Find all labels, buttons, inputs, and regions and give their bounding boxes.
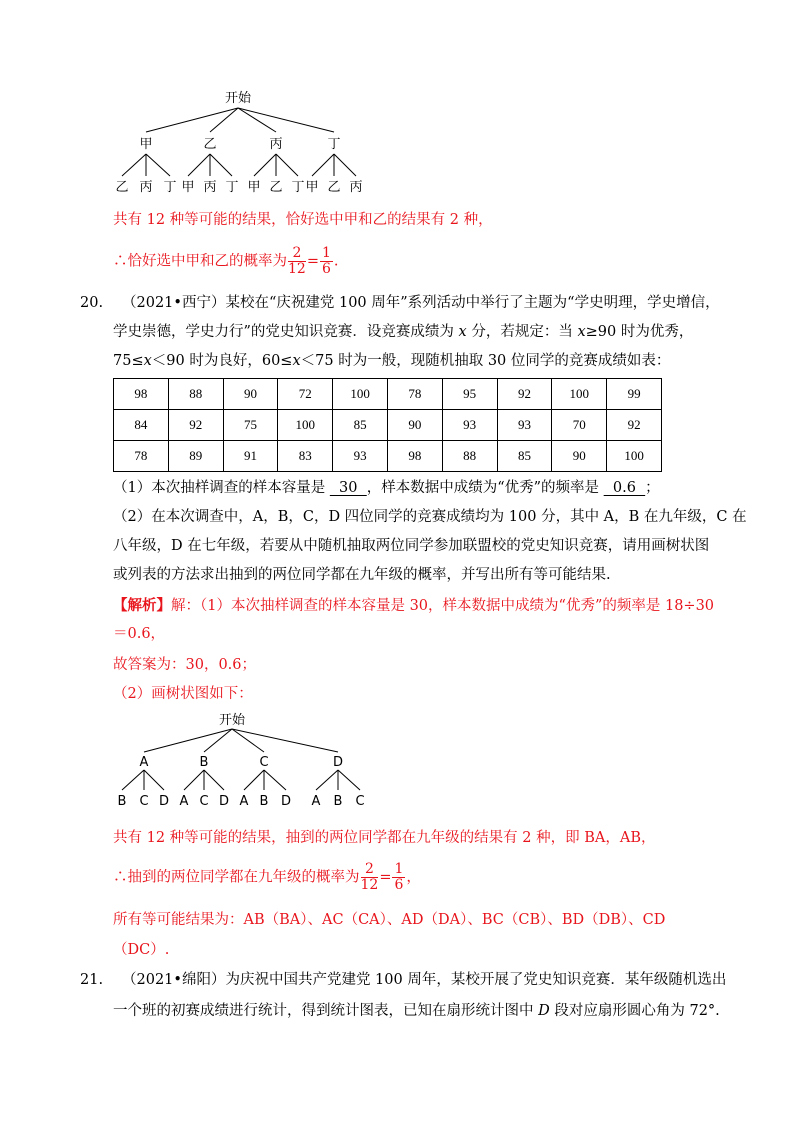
table-cell: 84	[114, 410, 169, 441]
tree2-leaf: B	[333, 794, 343, 809]
table-cell: 93	[333, 441, 388, 472]
tree2-leaf: D	[158, 794, 170, 809]
q20-part2-line3: 或列表的方法求出抽到的两位同学都在九年级的概率，并写出所有等可能结果.	[113, 567, 611, 583]
sol20-prefix: ∴抽到的两位同学都在九年级的概率为	[113, 869, 360, 886]
table-cell: 92	[168, 410, 223, 441]
table-cell: 100	[278, 410, 333, 441]
tree-diagram-2	[100, 710, 400, 815]
fraction-numerator: 1	[394, 861, 404, 877]
fraction	[288, 246, 306, 277]
tree2-leaf: D	[218, 794, 230, 809]
sol19-prefix: ∴恰好选中甲和乙的概率为	[113, 253, 287, 270]
text: ；	[645, 480, 660, 496]
equals-sign: =	[379, 869, 392, 886]
table-cell: 93	[497, 410, 552, 441]
sol19-line1: 共有 12 种等可能的结果，恰好选中甲和乙的结果有 2 种，	[113, 212, 493, 228]
tree1-leaf: 丙	[203, 180, 217, 195]
table-cell: 98	[114, 379, 169, 410]
text: 一个班的初赛成绩进行统计，得到统计图表，已知在扇形统计图中	[113, 1003, 539, 1019]
tree1-leaf: 甲	[181, 180, 195, 195]
fraction-denominator: 6	[321, 261, 331, 277]
q20-part1	[113, 478, 660, 498]
table-cell: 85	[497, 441, 552, 472]
fraction-numerator: 2	[288, 246, 306, 262]
q21-line2	[113, 1001, 720, 1021]
sol20-line5: 共有 12 种等可能的结果，抽到的两位同学都在九年级的结果有 2 种，即 BA，AB，	[113, 830, 656, 846]
variable-x: x	[577, 324, 586, 340]
sol20-line4: （2）画树状图如下：	[113, 686, 253, 702]
text: 学史崇德，学史力行”的党史知识竞赛．设竞赛成绩为	[113, 324, 459, 340]
tree2-leaf: A	[311, 794, 321, 809]
fraction-numerator: 2	[361, 862, 379, 878]
period: .	[333, 253, 339, 270]
tree2-leaf: B	[117, 794, 127, 809]
table-cell: 95	[442, 379, 497, 410]
variable-x: x	[458, 324, 467, 340]
tree2-leaf: B	[259, 794, 269, 809]
variable-x: x	[143, 353, 152, 369]
table-cell: 92	[497, 379, 552, 410]
tree1-branch: 丙	[269, 137, 283, 152]
q20-line2	[113, 322, 693, 342]
answer-frequency: 0.6	[603, 480, 646, 496]
table-cell: 72	[278, 379, 333, 410]
text: 解：（1）本次抽样调查的样本容量是 30，样本数据中成绩为“优秀”的频率是 18÷30	[171, 598, 715, 614]
text: ＜75 时为一般，现随机抽取 30 位同学的竞赛成绩如表：	[300, 353, 671, 369]
fraction	[361, 862, 379, 893]
tree1-leaf: 乙	[327, 180, 341, 195]
table-cell: 93	[442, 410, 497, 441]
text: ＜90 时为良好，60≤	[151, 353, 293, 369]
fraction-numerator: 1	[321, 245, 331, 261]
sol20-line2: ＝0.6，	[113, 626, 166, 642]
sol20-line7: 所有等可能结果为：AB（BA）、AC（CA）、AD（DA）、BC（CB）、BD（DB）、CD	[113, 912, 666, 928]
tree2-branch: B	[199, 755, 209, 770]
comma: ，	[406, 869, 421, 886]
table-cell: 75	[223, 410, 278, 441]
fraction	[392, 862, 405, 893]
q20-part2-line1: （2）在本次调查中，A，B，C，D 四位同学的竞赛成绩均为 100 分，其中 A，B 在九年级，C 在	[113, 509, 747, 525]
table-cell: 100	[552, 379, 607, 410]
tree2-branch: D	[332, 755, 344, 770]
sol19-line2	[113, 246, 339, 277]
tree2-branch: C	[259, 755, 269, 770]
tree1-leaf: 丁	[163, 180, 177, 195]
sol20-line8: （DC）.	[113, 942, 170, 958]
text: 75≤	[113, 353, 144, 369]
variable-d: D	[538, 1003, 550, 1019]
table-cell: 92	[607, 410, 662, 441]
answer-sample-size: 30	[329, 480, 367, 496]
q20-part2-line2: 八年级，D 在七年级，若要从中随机抽取两位同学参加联盟校的党史知识竞赛，请用画树状图	[113, 538, 710, 554]
table-cell: 78	[387, 379, 442, 410]
tree2-leaf: C	[355, 794, 365, 809]
fraction-denominator: 6	[394, 877, 404, 893]
tree2-leaf: D	[280, 794, 292, 809]
table-cell: 90	[387, 410, 442, 441]
variable-x: x	[292, 353, 301, 369]
tree1-root: 开始	[224, 91, 252, 106]
q21-number: 21.	[80, 972, 104, 988]
solution-tag: 【解析】	[113, 597, 171, 614]
sol20-line1	[113, 596, 714, 616]
text: 分，若规定：当	[466, 324, 578, 340]
tree1-branch: 甲	[139, 137, 153, 152]
text: 段对应扇形圆心角为 72°.	[549, 1003, 720, 1019]
table-cell: 100	[607, 441, 662, 472]
tree2-leaf: C	[139, 794, 149, 809]
fraction-denominator: 12	[288, 261, 306, 277]
tree1-branch: 丁	[327, 137, 341, 152]
table-row	[114, 410, 662, 441]
tree2-branch: A	[139, 755, 149, 770]
q20-line3-text	[113, 351, 670, 371]
score-table	[113, 378, 662, 472]
equals-sign: =	[306, 253, 319, 270]
table-cell: 89	[168, 441, 223, 472]
table-row	[114, 379, 662, 410]
sol20-line3: 故答案为：30，0.6；	[113, 657, 257, 673]
fraction	[320, 246, 333, 277]
table-cell: 91	[223, 441, 278, 472]
tree2-leaf: C	[199, 794, 209, 809]
table-cell: 85	[333, 410, 388, 441]
tree1-leaf: 乙	[269, 180, 283, 195]
table-cell: 88	[168, 379, 223, 410]
tree-diagram-1	[100, 88, 400, 198]
table-cell: 98	[387, 441, 442, 472]
tree1-leaf: 乙	[115, 180, 129, 195]
text: （1）本次抽样调查的样本容量是	[113, 480, 330, 496]
tree1-branch: 乙	[203, 137, 217, 152]
q20-line1: （2021•西宁）某校在“庆祝建党 100 周年”系列活动中举行了主题为“学史明理，学史增信，	[122, 295, 720, 311]
fraction-denominator: 12	[360, 877, 379, 893]
text: ，样本数据中成绩为“优秀”的频率是	[366, 480, 604, 496]
tree2-root: 开始	[218, 713, 246, 728]
table-cell: 90	[552, 441, 607, 472]
table-cell: 70	[552, 410, 607, 441]
tree1-leaf: 丙	[139, 180, 153, 195]
table-cell: 100	[333, 379, 388, 410]
table-cell: 78	[114, 441, 169, 472]
tree1-leaf: 甲	[305, 180, 319, 195]
tree1-leaf: 丙	[349, 180, 363, 195]
tree2-leaf: A	[239, 794, 249, 809]
text: ≥90 时为优秀，	[585, 324, 694, 340]
tree1-leaf: 丁	[291, 180, 305, 195]
sol20-line6	[113, 862, 421, 893]
tree1-leaf: 丁	[225, 180, 239, 195]
table-row	[114, 441, 662, 472]
tree2-leaf: A	[179, 794, 189, 809]
q21-line1: （2021•绵阳）为庆祝中国共产党建党 100 周年，某校开展了党史知识竞赛．某年级随机选出	[122, 972, 727, 988]
tree1-leaf: 甲	[247, 180, 261, 195]
table-cell: 90	[223, 379, 278, 410]
q20-number: 20.	[80, 295, 104, 311]
table-cell: 83	[278, 441, 333, 472]
table-cell: 99	[607, 379, 662, 410]
table-cell: 88	[442, 441, 497, 472]
